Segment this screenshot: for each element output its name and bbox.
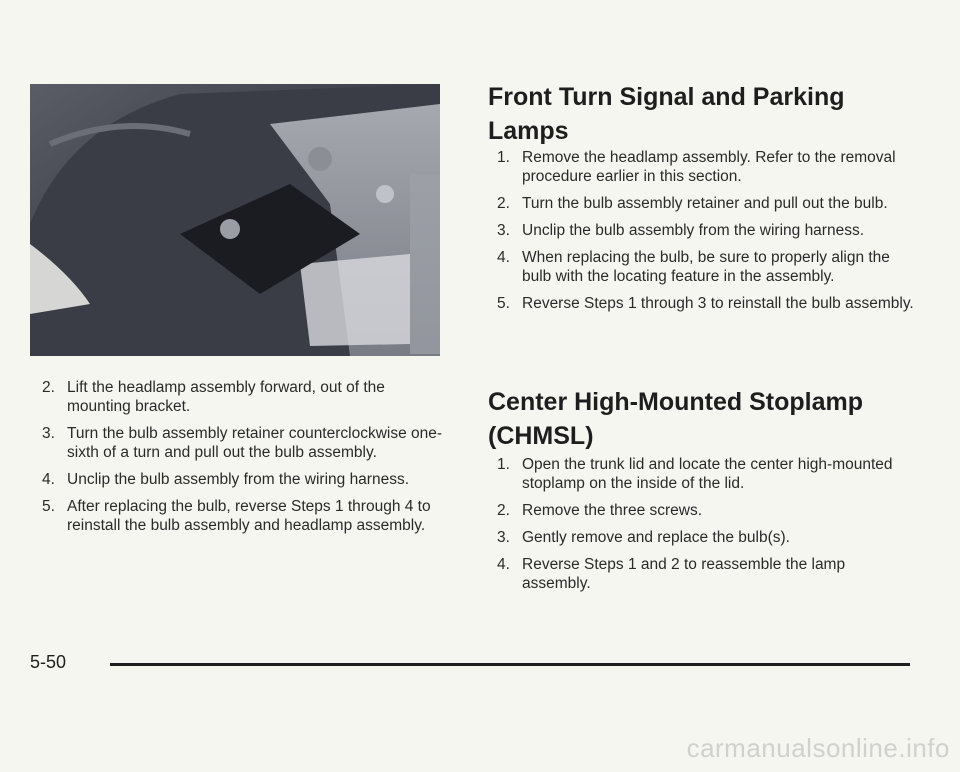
list-item — [42, 378, 452, 416]
step-number: 4. — [497, 556, 510, 573]
list-item — [42, 497, 452, 535]
step-number: 2. — [497, 502, 510, 519]
list-item — [497, 501, 917, 520]
step-text: Reverse Steps 1 through 3 to reinstall the bulb assembly. — [522, 295, 914, 312]
watermark: carmanualsonline.info — [686, 733, 950, 763]
section-heading-turn-signal: Front Turn Signal and Parking Lamps — [488, 83, 845, 145]
step-text: Turn the bulb assembly retainer and pull out the bulb. — [522, 195, 888, 212]
step-number: 3. — [497, 529, 510, 546]
step-text: Unclip the bulb assembly from the wiring harness. — [67, 471, 410, 488]
footer-divider — [110, 663, 910, 666]
step-number: 2. — [497, 195, 510, 212]
step-text: After replacing the bulb, reverse Steps 1 through 4 to reinstall the bulb assembly and headlamp assembly. — [67, 498, 431, 534]
step-text: Reverse Steps 1 and 2 to reassemble the lamp assembly. — [522, 556, 846, 592]
list-item — [42, 424, 452, 462]
step-number: 3. — [42, 425, 55, 442]
step-number: 3. — [497, 222, 510, 239]
list-item — [497, 455, 917, 493]
step-text: Remove the three screws. — [522, 502, 703, 519]
step-text: Lift the headlamp assembly forward, out of the mounting bracket. — [67, 379, 385, 415]
list-item — [497, 294, 917, 313]
step-text: Open the trunk lid and locate the center high-mounted stoplamp on the inside of the lid. — [522, 456, 893, 492]
list-item — [497, 528, 917, 547]
chmsl-step-list — [497, 455, 917, 601]
step-number: 5. — [42, 498, 55, 515]
step-number: 5. — [497, 295, 510, 312]
list-item — [497, 148, 917, 186]
list-item — [497, 194, 917, 213]
step-text: When replacing the bulb, be sure to properly align the bulb with the locating feature in the assembly. — [522, 249, 890, 285]
step-number: 1. — [497, 456, 510, 473]
step-number: 4. — [42, 471, 55, 488]
page-number: 5-50 — [30, 652, 67, 672]
list-item — [497, 221, 917, 240]
step-number: 1. — [497, 149, 510, 166]
list-item — [42, 470, 452, 489]
section-heading-chmsl: Center High-Mounted Stoplamp (CHMSL) — [488, 388, 863, 450]
left-step-list — [42, 378, 452, 543]
headlamp-photo — [30, 84, 440, 356]
turn-signal-step-list — [497, 148, 917, 321]
list-item — [497, 248, 917, 286]
list-item — [497, 555, 917, 593]
step-text: Remove the headlamp assembly. Refer to the removal procedure earlier in this section. — [522, 149, 896, 185]
step-text: Turn the bulb assembly retainer counterclockwise one-sixth of a turn and pull out the bulb assembly. — [67, 425, 443, 461]
step-number: 2. — [42, 379, 55, 396]
step-text: Gently remove and replace the bulb(s). — [522, 529, 790, 546]
step-number: 4. — [497, 249, 510, 266]
step-text: Unclip the bulb assembly from the wiring harness. — [522, 222, 865, 239]
